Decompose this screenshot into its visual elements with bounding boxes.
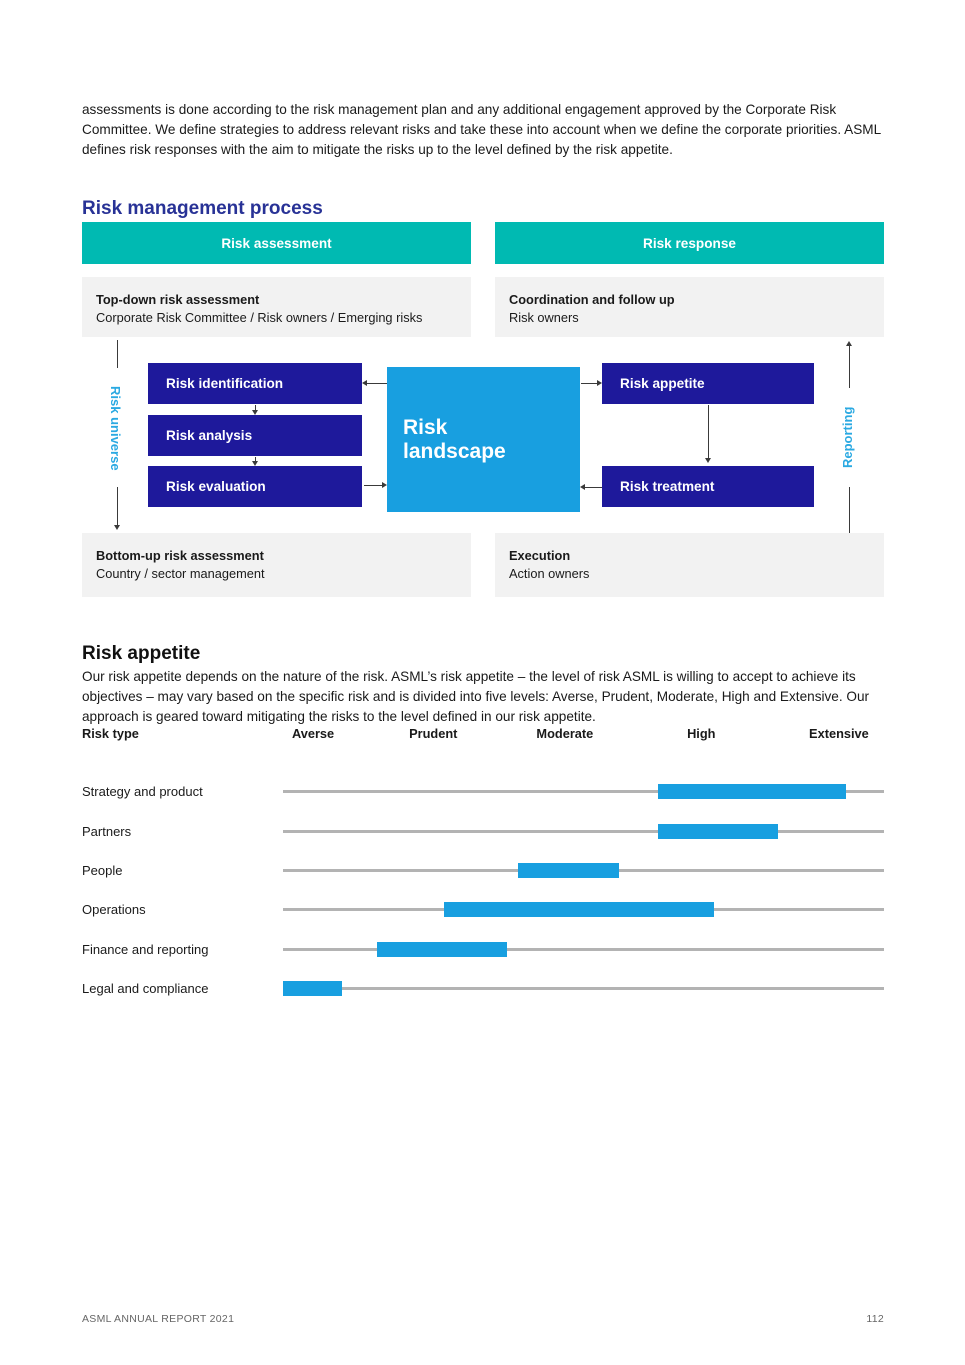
- risk-level-track: [283, 824, 884, 839]
- chart-row: [82, 890, 884, 929]
- risk-appetite-chart: [82, 726, 884, 1008]
- connector-line: [708, 405, 709, 458]
- risk-range-bar: [377, 942, 507, 957]
- column-header-moderate: Moderate: [536, 726, 594, 741]
- section-heading-risk-appetite: Risk appetite: [82, 642, 201, 664]
- connector-line: [581, 383, 597, 384]
- risk-level-track: [283, 784, 884, 799]
- risk-universe-axis-line-top: [117, 340, 118, 368]
- arrow-right-icon: [382, 482, 387, 488]
- column-header-prudent: Prudent: [409, 726, 458, 741]
- box-title: Coordination and follow up: [509, 292, 675, 307]
- arrow-down-icon: [252, 461, 258, 466]
- risk-universe-axis-line-bottom: [117, 487, 118, 525]
- footer-page-number: 112: [866, 1313, 884, 1325]
- arrow-right-icon: [597, 380, 602, 386]
- risk-universe-axis-label: Risk universe: [108, 385, 123, 471]
- risk-range-bar: [658, 824, 778, 839]
- top-down-risk-assessment-box: [82, 277, 471, 337]
- column-header-risk-response: Risk response: [495, 222, 884, 264]
- connector-line: [364, 485, 382, 486]
- step-risk-treatment: Risk treatment: [602, 466, 814, 507]
- column-header-high: High: [687, 726, 716, 741]
- risk-type-label: Legal and compliance: [82, 981, 209, 997]
- risk-level-track: [283, 863, 884, 878]
- arrow-left-icon: [362, 380, 367, 386]
- step-risk-appetite: Risk appetite: [602, 363, 814, 404]
- risk-range-bar: [444, 902, 714, 917]
- column-header-risk-assessment: Risk assessment: [82, 222, 471, 264]
- reporting-axis-line-top: [849, 346, 850, 388]
- box-subtitle: Country / sector management: [96, 566, 265, 581]
- intro-paragraph: assessments is done according to the risk management plan and any additional engagement approved by the Corporate Risk Committee. We define strategies to address relevant risks and take these into account when we define the corporate priorities. ASML defines risk responses with the aim to mitigate the risks up to the level defined by the risk appetite.: [82, 101, 881, 158]
- box-title: Bottom-up risk assessment: [96, 548, 264, 563]
- column-header-risk-type: Risk type: [82, 726, 139, 741]
- chart-header-row: [82, 726, 884, 743]
- footer-report-title: ASML ANNUAL REPORT 2021: [82, 1313, 235, 1325]
- risk-appetite-paragraph: Our risk appetite depends on the nature of the risk. ASML’s risk appetite – the level of risk ASML is willing to accept to achieve its objectives – may vary based on the specific risk and is divided into five levels: Averse, Prudent, Moderate, High and Extensive. Our approach is geared toward mitigating the risks to the level defined in our risk appetite.: [82, 668, 870, 725]
- reporting-axis-line-bottom: [849, 487, 850, 533]
- risk-landscape-box: [387, 367, 580, 512]
- chart-row: [82, 851, 884, 890]
- chart-rows: [82, 772, 884, 1008]
- arrow-down-icon: [705, 458, 711, 463]
- risk-level-track: [283, 902, 884, 917]
- box-subtitle: Action owners: [509, 566, 590, 581]
- risk-type-label: Finance and reporting: [82, 941, 209, 957]
- reporting-axis-label: Reporting: [840, 406, 855, 468]
- risk-range-bar: [518, 863, 619, 878]
- risk-range-bar: [283, 981, 342, 996]
- step-risk-identification: Risk identification: [148, 363, 362, 404]
- box-title: Top-down risk assessment: [96, 292, 260, 307]
- risk-management-process-diagram: [82, 222, 884, 597]
- column-header-averse: Averse: [291, 726, 335, 741]
- chart-row: [82, 811, 884, 850]
- risk-landscape-label: Risk landscape: [403, 415, 506, 463]
- risk-type-label: People: [82, 862, 123, 878]
- connector-line: [585, 487, 602, 488]
- chart-row: [82, 772, 884, 811]
- risk-range-bar: [658, 784, 846, 799]
- risk-type-label: Partners: [82, 823, 132, 839]
- bottom-up-risk-assessment-box: [82, 533, 471, 597]
- arrow-down-icon: [252, 410, 258, 415]
- box-subtitle: Corporate Risk Committee / Risk owners / Emerging risks: [96, 310, 423, 325]
- chart-level-headers: [283, 726, 884, 743]
- track-line: [283, 987, 884, 990]
- risk-type-label: Operations: [82, 902, 146, 918]
- risk-level-track: [283, 942, 884, 957]
- box-subtitle: Risk owners: [509, 310, 579, 325]
- track-line: [283, 830, 884, 833]
- column-header-extensive: Extensive: [809, 726, 869, 741]
- risk-level-track: [283, 981, 884, 996]
- section-heading-risk-management-process: Risk management process: [82, 197, 323, 219]
- chart-row: [82, 969, 884, 1008]
- step-risk-evaluation: Risk evaluation: [148, 466, 362, 507]
- step-risk-analysis: Risk analysis: [148, 415, 362, 456]
- box-title: Execution: [509, 548, 571, 563]
- chart-row: [82, 930, 884, 969]
- connector-line: [367, 383, 387, 384]
- track-line: [283, 948, 884, 951]
- page-footer: [82, 1313, 884, 1325]
- arrow-left-icon: [580, 484, 585, 490]
- risk-type-label: Strategy and product: [82, 784, 203, 800]
- execution-box: [495, 533, 884, 597]
- coordination-follow-up-box: [495, 277, 884, 337]
- arrow-down-icon: [114, 525, 120, 530]
